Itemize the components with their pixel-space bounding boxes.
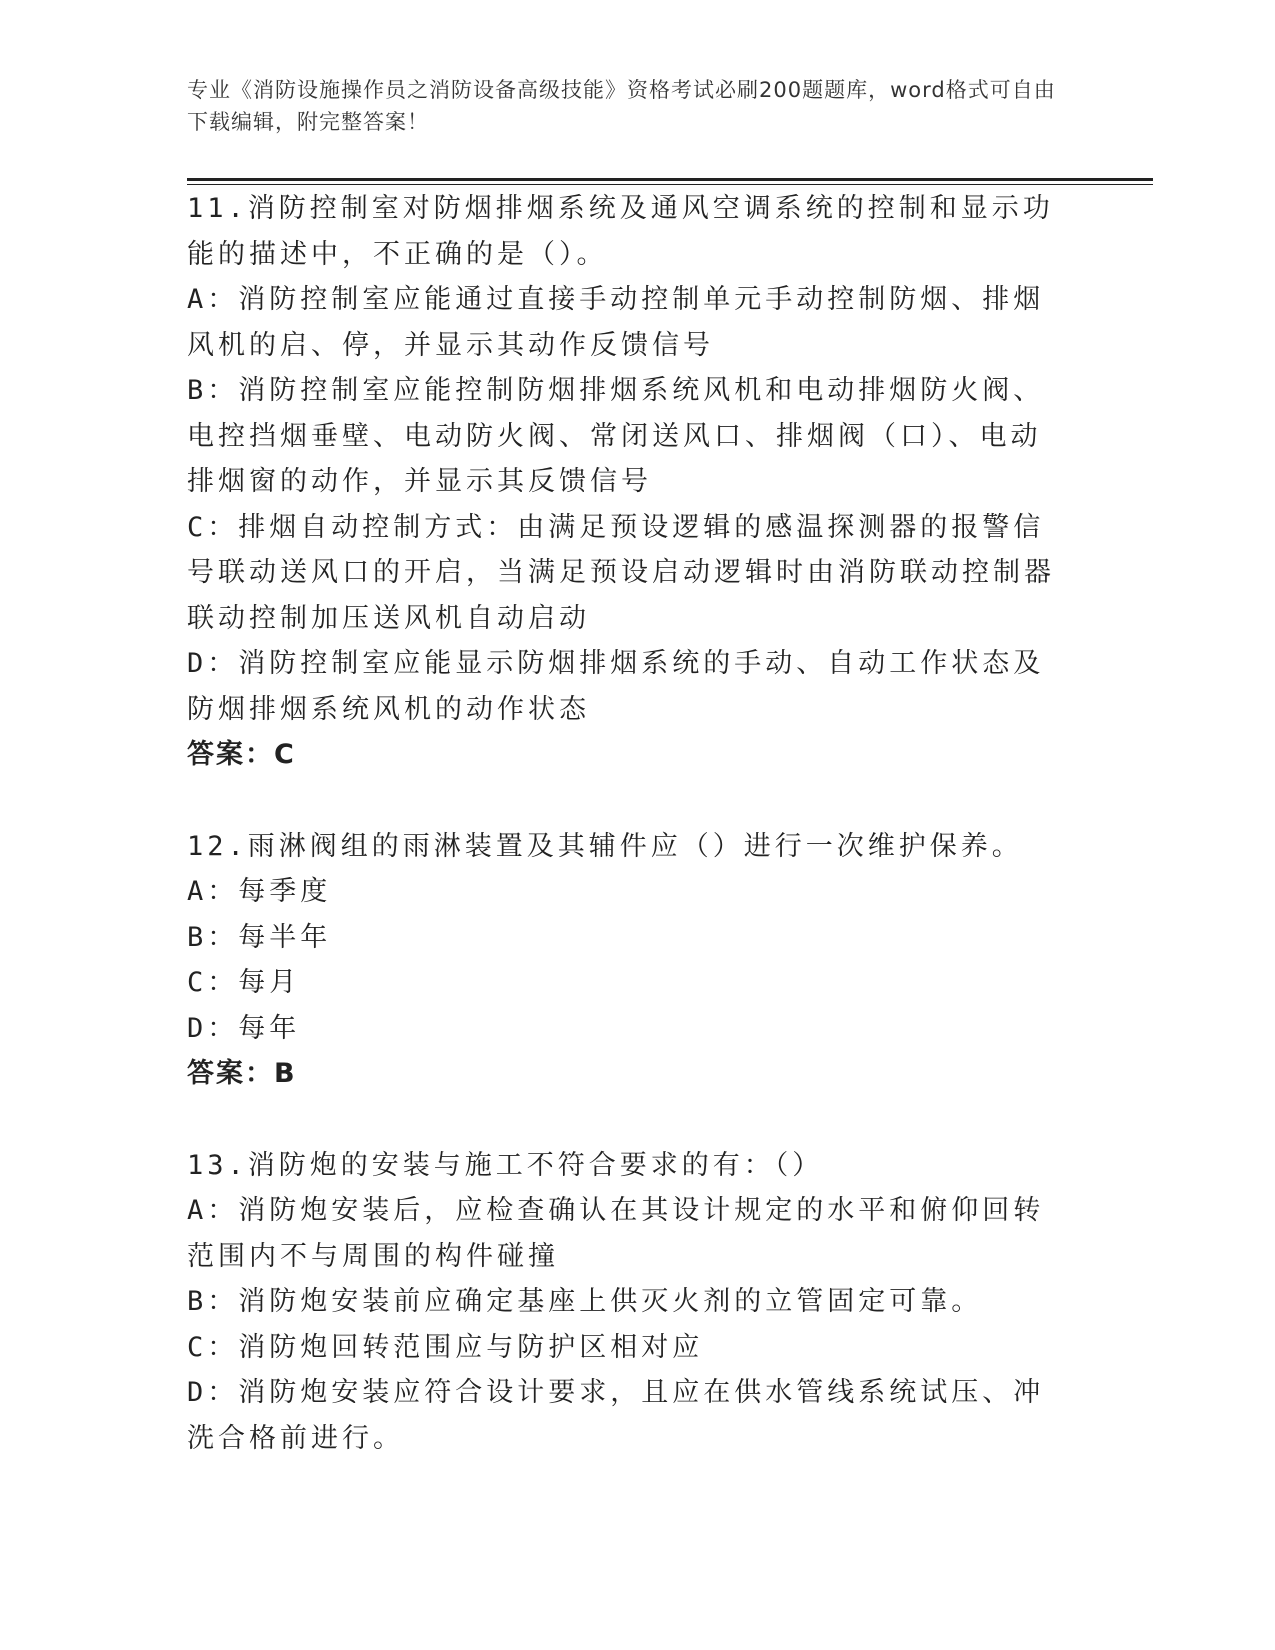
question-11 — [187, 186, 1067, 778]
answer-label: 答案：B — [187, 1058, 297, 1089]
header-divider-thin — [187, 184, 1153, 185]
answer-label: 答案：C — [187, 739, 296, 770]
option-d: D：消防炮安装应符合设计要求，且应在供水管线系统试压、冲洗合格前进行。 — [187, 1377, 1045, 1454]
option-b: B：每半年 — [187, 921, 332, 953]
option-b: B：消防炮安装前应确定基座上供灭火剂的立管固定可靠。 — [187, 1286, 983, 1317]
question-spacer — [187, 1097, 1067, 1143]
question-list — [187, 186, 1067, 1461]
question-spacer — [187, 778, 1067, 824]
option-a: A：消防控制室应能通过直接手动控制单元手动控制防烟、排烟风机的启、停，并显示其动作反馈信号 — [187, 284, 1045, 361]
document-header: 专业《消防设施操作员之消防设备高级技能》资格考试必刷200题题库，word格式可自由下载编辑，附完整答案！ — [187, 78, 1056, 134]
option-b: B：消防控制室应能控制防烟排烟系统风机和电动排烟防火阀、电控挡烟垂壁、电动防火阀、常闭送风口、排烟阀（口）、电动排烟窗的动作，并显示其反馈信号 — [187, 375, 1045, 497]
question-12 — [187, 824, 1067, 1097]
question-stem: 11.消防控制室对防烟排烟系统及通风空调系统的控制和显示功能的描述中，不正确的是（）。 — [187, 193, 1054, 270]
question-13 — [187, 1143, 1067, 1462]
question-stem: 13.消防炮的安装与施工不符合要求的有：（） — [187, 1149, 824, 1181]
option-c: C：排烟自动控制方式：由满足预设逻辑的感温探测器的报警信号联动送风口的开启，当满足预设启动逻辑时由消防联动控制器联动控制加压送风机自动启动 — [187, 511, 1055, 634]
option-d: D：消防控制室应能显示防烟排烟系统的手动、自动工作状态及防烟排烟系统风机的动作状态 — [187, 648, 1045, 725]
question-stem: 12.雨淋阀组的雨淋装置及其辅件应（）进行一次维护保养。 — [187, 830, 1023, 862]
option-d: D：每年 — [187, 1012, 301, 1044]
option-a: A：消防炮安装后，应检查确认在其设计规定的水平和俯仰回转范围内不与周围的构件碰撞 — [187, 1195, 1045, 1272]
option-a: A：每季度 — [187, 876, 332, 907]
header-divider-thick — [187, 178, 1153, 181]
option-c: C：消防炮回转范围应与防护区相对应 — [187, 1331, 704, 1363]
option-c: C：每月 — [187, 967, 301, 998]
